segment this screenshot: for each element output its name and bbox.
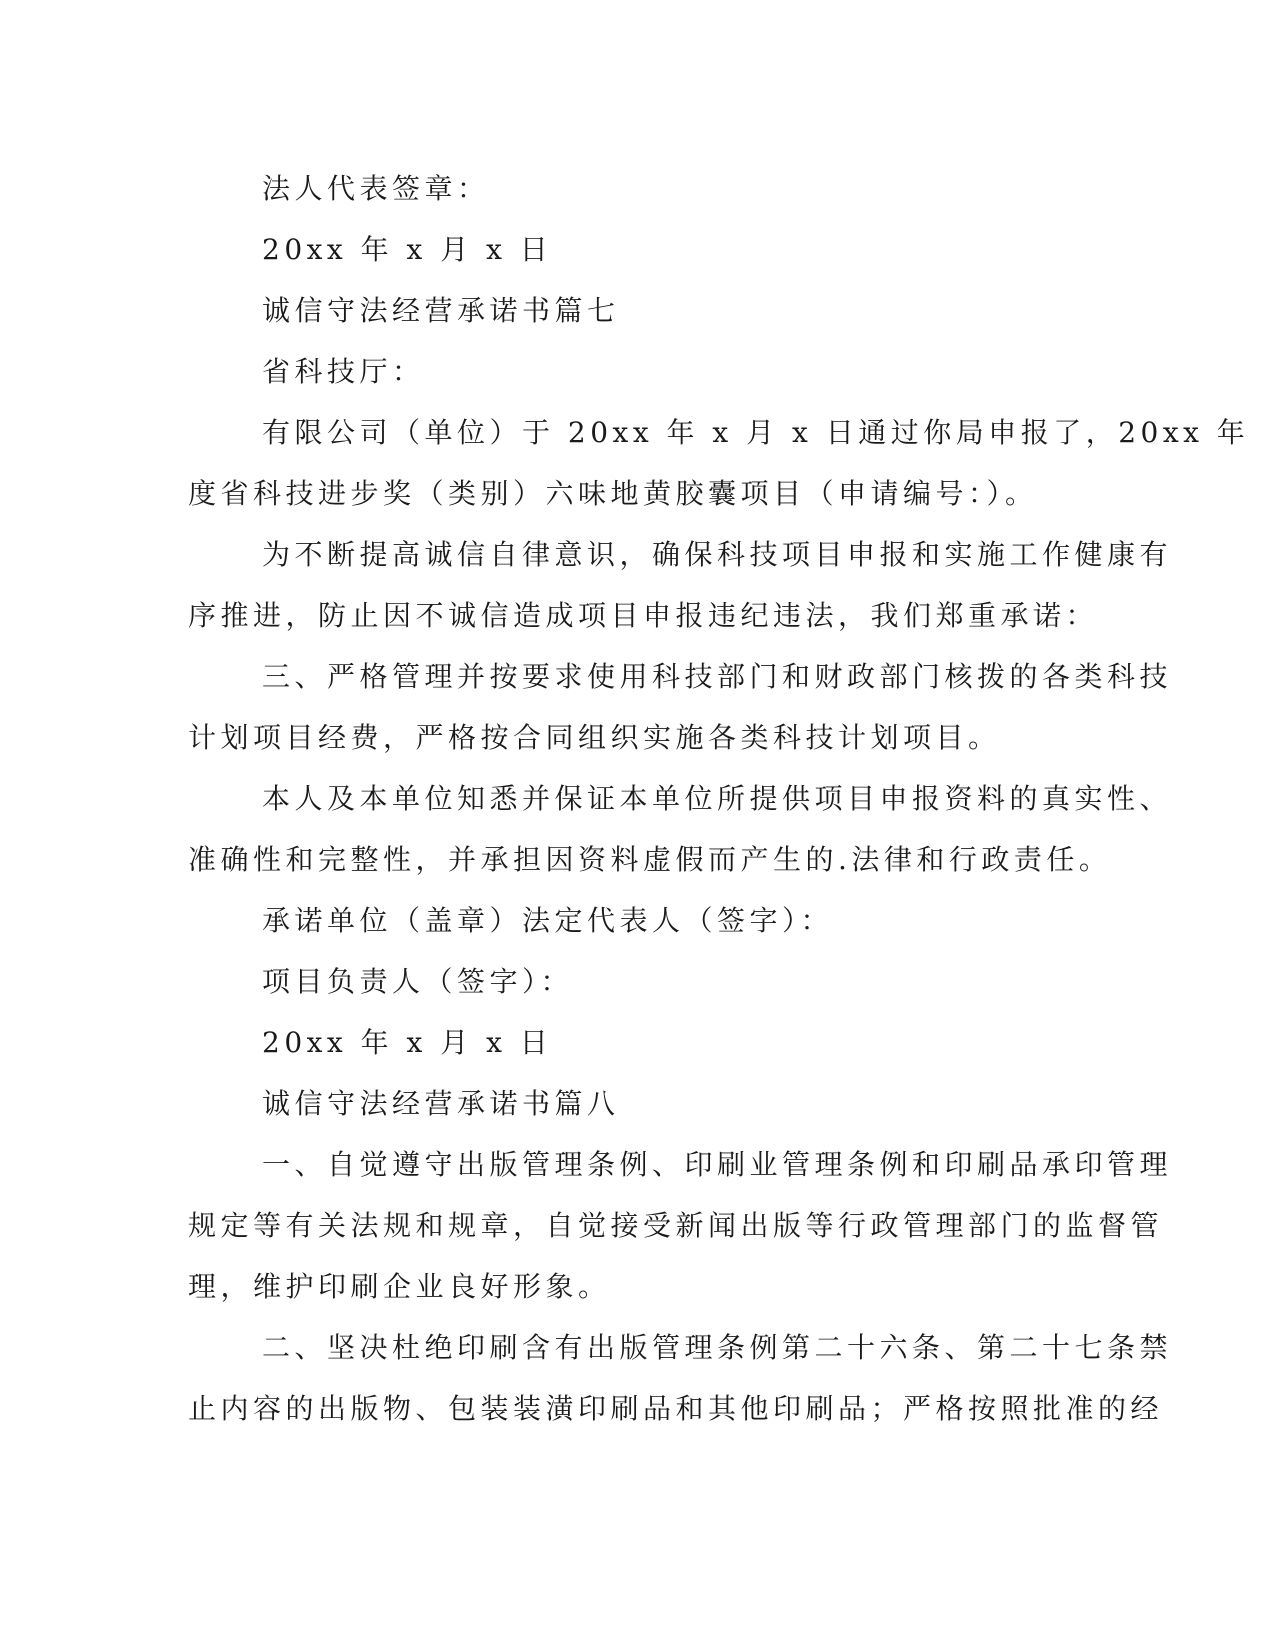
paragraph-line: 度省科技进步奖（类别）六味地黄胶囊项目（申请编号：）。 [188,477,1038,510]
paragraph-line: 三、严格管理并按要求使用科技部门和财政部门核拨的各类科技 [262,660,1173,693]
paragraph-line: 本人及本单位知悉并保证本单位所提供项目申报资料的真实性、 [262,782,1173,815]
paragraph-line: 为不断提高诚信自律意识，确保科技项目申报和实施工作健康有 [262,538,1173,571]
paragraph-line: 有限公司（单位）于 20xx 年 x 月 x 日通过你局申报了，20xx 年 [262,416,1250,449]
paragraph-line: 理，维护印刷企业良好形象。 [188,1270,611,1303]
paragraph-line: 止内容的出版物、包装装潢印刷品和其他印刷品；严格按照批准的经 [188,1392,1164,1425]
date-line: 20xx 年 x 月 x 日 [262,233,553,266]
signature-line: 项目负责人（签字）： [262,965,574,998]
addressee-line: 省科技厅： [262,355,425,388]
paragraph-line: 一、自觉遵守出版管理条例、印刷业管理条例和印刷品承印管理 [262,1148,1173,1181]
section-heading: 诚信守法经营承诺书篇七 [262,294,620,327]
paragraph-line: 规定等有关法规和规章，自觉接受新闻出版等行政管理部门的监督管 [188,1209,1164,1242]
signature-line: 承诺单位（盖章）法定代表人（签字）： [262,904,834,937]
signature-line: 法人代表签章： [262,172,490,205]
paragraph-line: 二、坚决杜绝印刷含有出版管理条例第二十六条、第二十七条禁 [262,1331,1173,1364]
date-line: 20xx 年 x 月 x 日 [262,1026,553,1059]
section-heading: 诚信守法经营承诺书篇八 [262,1087,620,1120]
document-body [188,158,1250,1439]
paragraph-line: 计划项目经费，严格按合同组织实施各类科技计划项目。 [188,721,1001,754]
paragraph-line: 序推进，防止因不诚信造成项目申报违纪违法，我们郑重承诺： [188,599,1099,632]
paragraph-line: 准确性和完整性，并承担因资料虚假而产生的.法律和行政责任。 [188,843,1112,876]
